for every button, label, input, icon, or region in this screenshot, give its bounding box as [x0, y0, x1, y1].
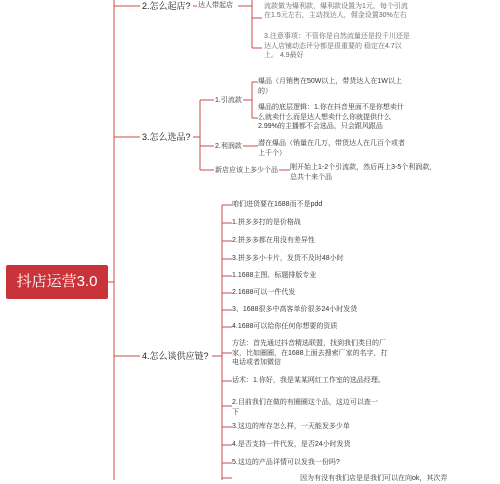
- b4-leaf-3[interactable]: 2.拼多多都在用没有差异性: [232, 237, 315, 244]
- b3-new-store-item[interactable]: 新店应该上多少个品: [215, 167, 278, 174]
- branch-supply-chain[interactable]: 4.怎么谈供应链?: [142, 351, 209, 361]
- b3-traffic-note-1: 爆品（月销售在50W以上，带货达人在1W以上的）: [258, 78, 402, 95]
- b4-leaf-7[interactable]: 3、1688很多中高客单价很多24小时发货: [232, 306, 358, 313]
- b4-leaf-14[interactable]: 5.这边的产品详情可以发我一份吗?: [232, 459, 340, 466]
- b4-leaf-2[interactable]: 1.拼多多打的是价格战: [232, 219, 301, 226]
- b4-leaf-6[interactable]: 2.1688可以一件代发: [232, 289, 296, 296]
- b4-leaf-9[interactable]: 方法：首先通过抖音精选联盟，找到我们类目的厂家，比如圈圈，在1688上面去搜索厂家的名字，打电话或者加微信: [232, 340, 388, 366]
- b3-profit-item[interactable]: 2.利润款: [215, 143, 242, 150]
- b4-leaf-10[interactable]: 话术：1.你好，我是某某网红工作室的选品经理。: [232, 377, 385, 384]
- branch-start-store[interactable]: 2.怎么起店?: [142, 1, 191, 11]
- b4-leaf-11[interactable]: 2.目前我们在做的有圈圈这个品，这边可以查一下: [232, 399, 378, 416]
- b2-note-2: 3.注意事项：不管你是自然流量还是投千川还是达人店铺动态评分都是很重要的 稳定在4.7以上。 4.9最好: [264, 33, 410, 59]
- connector-b3-1-notes: [243, 82, 258, 118]
- b4-leaf-8[interactable]: 4.1688可以给你任何你想要的资质: [232, 323, 338, 330]
- b4-leaf-4[interactable]: 3.拼多多小卡片，发货不及时48小时: [232, 255, 344, 262]
- connector-b4-spine: [212, 205, 222, 480]
- b3-traffic-note-2: 爆品的底层逻辑：1.你在抖音里面不是你想卖什么就卖什么而是达人想卖什么你就提供什么 2.99%的主播都不会选品，只会跟风跟品: [258, 104, 404, 130]
- b4-leaf-13[interactable]: 4.是否支持一件代发，是否24小时发货: [232, 441, 351, 448]
- connector-b2-notes: [238, 0, 262, 48]
- b2-talent-node[interactable]: 达人带起店: [198, 2, 233, 9]
- b4-leaf-5[interactable]: 1.1688主图、标题排版专业: [232, 272, 317, 279]
- branch-product-selection[interactable]: 3.怎么选品?: [142, 132, 191, 142]
- b4-leaf-15[interactable]: 因为有没有我们店是是我们可以在向ok，其次弄: [300, 475, 448, 482]
- b4-leaf-1[interactable]: 咱们进货要在1688而不是pdd: [232, 201, 323, 208]
- b3-new-store-note: 刚开始上1-2个引流款，然后再上3-5个利润款，总共十来个品: [290, 164, 437, 181]
- b2-note-1: 流款做为爆利款，爆利款设置为1元，每个引流在1.5元左右，主动找达人，佣金设置30%左右: [264, 2, 408, 19]
- b3-traffic-item[interactable]: 1.引流款: [215, 97, 242, 104]
- b4-leaf-12[interactable]: 3.这边的库存怎么样，一天能发多少单: [232, 423, 350, 430]
- b3-profit-note: 潜在爆品（销量在几万，带货达人在几百个或者上千个）: [258, 140, 405, 157]
- connector-b4-leaves: [222, 205, 232, 478]
- root-node[interactable]: 抖店运营3.0: [6, 265, 108, 299]
